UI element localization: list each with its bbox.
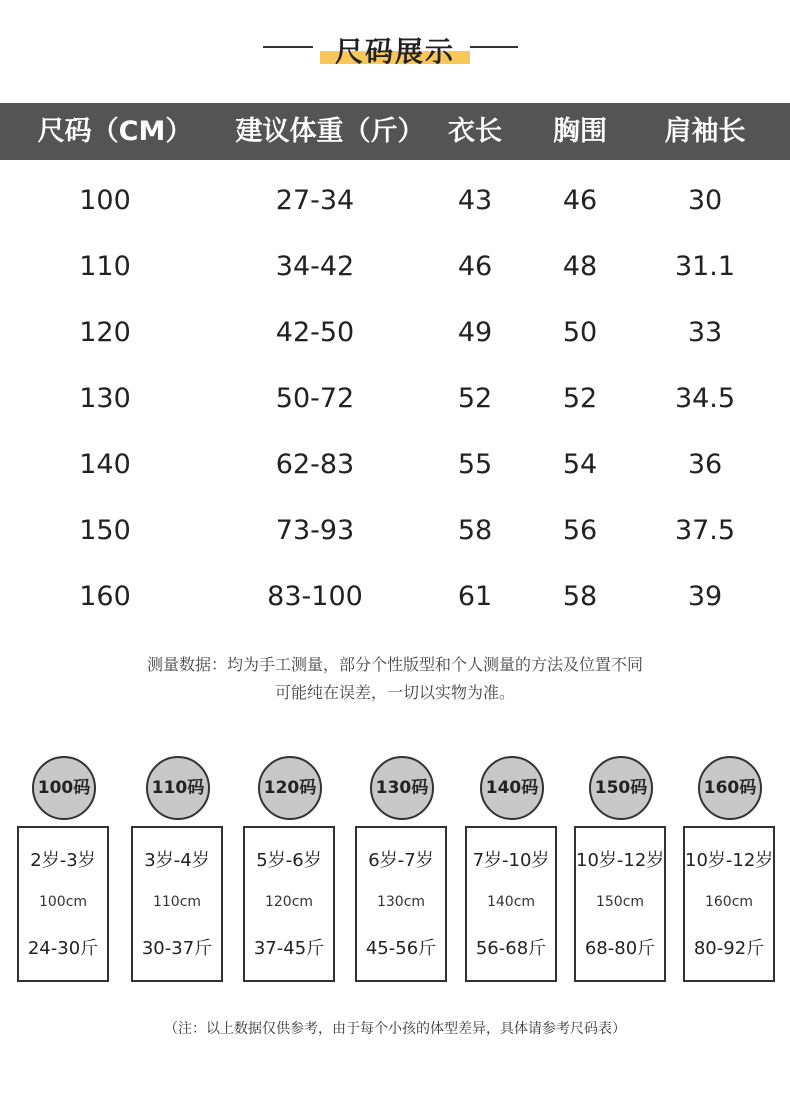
age-range: 3岁-4岁 (144, 850, 210, 871)
cell-weight: 34-42 (275, 251, 355, 282)
cell-size: 160 (79, 581, 131, 612)
cell-size: 120 (79, 317, 131, 348)
cell-length: 46 (457, 251, 493, 282)
cell-chest: 54 (562, 449, 598, 480)
age-range: 2岁-3岁 (30, 850, 96, 871)
title-section (0, 28, 790, 72)
size-badge: 140码 (480, 756, 544, 820)
cell-chest: 58 (562, 581, 598, 612)
title-divider-right (470, 46, 518, 48)
height-value: 140cm (486, 894, 536, 910)
size-card (353, 756, 449, 984)
weight-range: 24-30斤 (27, 938, 99, 959)
age-range: 7岁-10岁 (472, 850, 550, 871)
cell-length: 55 (457, 449, 493, 480)
size-card (572, 756, 668, 984)
cell-chest: 56 (562, 515, 598, 546)
size-badge: 160码 (698, 756, 762, 820)
size-card (463, 756, 559, 984)
table-row (0, 234, 790, 300)
cell-sleeve: 33 (687, 317, 723, 348)
cell-length: 52 (457, 383, 493, 414)
size-info-box (355, 826, 447, 982)
cell-length: 58 (457, 515, 493, 546)
size-info-box (17, 826, 109, 982)
cell-sleeve: 31.1 (674, 251, 736, 282)
size-card (15, 756, 111, 984)
size-badge: 110码 (146, 756, 210, 820)
height-value: 150cm (595, 894, 645, 910)
footnote: （注：以上数据仅供参考，由于每个小孩的体型差异，具体请参考尺码表） (164, 1021, 626, 1037)
cell-size: 110 (79, 251, 131, 282)
cell-size: 140 (79, 449, 131, 480)
size-card (241, 756, 337, 984)
size-card (681, 756, 777, 984)
cell-weight: 50-72 (275, 383, 355, 414)
table-row (0, 168, 790, 234)
table-row (0, 498, 790, 564)
cell-sleeve: 36 (687, 449, 723, 480)
size-info-box (465, 826, 557, 982)
header-length: 衣长 (448, 116, 502, 147)
size-info-box (243, 826, 335, 982)
cell-weight: 83-100 (267, 581, 363, 612)
age-range: 6岁-7岁 (368, 850, 434, 871)
weight-range: 68-80斤 (584, 938, 656, 959)
cell-chest: 46 (562, 185, 598, 216)
header-chest: 胸围 (553, 116, 607, 147)
cell-chest: 50 (562, 317, 598, 348)
table-row (0, 366, 790, 432)
cell-chest: 52 (562, 383, 598, 414)
cell-weight: 27-34 (275, 185, 355, 216)
cell-weight: 42-50 (275, 317, 355, 348)
size-badge: 130码 (370, 756, 434, 820)
cell-length: 49 (457, 317, 493, 348)
cell-size: 100 (79, 185, 131, 216)
title-divider-left (263, 46, 313, 48)
cell-chest: 48 (562, 251, 598, 282)
cell-length: 43 (457, 185, 493, 216)
cell-length: 61 (457, 581, 493, 612)
measurement-note-continued: 可能纯在误差，一切以实物为准。 (274, 683, 515, 702)
size-badge: 150码 (589, 756, 653, 820)
height-value: 100cm (38, 894, 88, 910)
weight-range: 80-92斤 (693, 938, 765, 959)
table-row (0, 300, 790, 366)
height-value: 130cm (376, 894, 426, 910)
cell-weight: 73-93 (275, 515, 355, 546)
size-table-header (0, 103, 790, 160)
height-value: 120cm (264, 894, 314, 910)
size-badge: 120码 (258, 756, 322, 820)
cell-sleeve: 39 (687, 581, 723, 612)
weight-range: 45-56斤 (365, 938, 437, 959)
height-value: 110cm (152, 894, 202, 910)
cell-size: 150 (79, 515, 131, 546)
cell-sleeve: 34.5 (674, 383, 736, 414)
size-info-box (131, 826, 223, 982)
header-size: 尺码（CM） (37, 116, 193, 147)
age-range: 5岁-6岁 (256, 850, 322, 871)
weight-range: 37-45斤 (253, 938, 325, 959)
height-value: 160cm (704, 894, 754, 910)
age-range: 10岁-12岁 (685, 850, 774, 871)
header-sleeve: 肩袖长 (664, 116, 746, 147)
measurement-note: 测量数据：均为手工测量，部分个性版型和个人测量的方法及位置不同 (146, 655, 643, 674)
cell-weight: 62-83 (275, 449, 355, 480)
table-row (0, 564, 790, 630)
weight-range: 30-37斤 (141, 938, 213, 959)
size-card (129, 756, 225, 984)
size-badge: 100码 (32, 756, 96, 820)
age-range: 10岁-12岁 (576, 850, 665, 871)
cell-sleeve: 30 (687, 185, 723, 216)
cell-size: 130 (79, 383, 131, 414)
page-title: 尺码展示 (334, 35, 455, 68)
size-info-box (683, 826, 775, 982)
size-cards (0, 756, 790, 986)
size-info-box (574, 826, 666, 982)
cell-sleeve: 37.5 (674, 515, 736, 546)
weight-range: 56-68斤 (475, 938, 547, 959)
table-row (0, 432, 790, 498)
header-weight: 建议体重（斤） (235, 116, 425, 147)
